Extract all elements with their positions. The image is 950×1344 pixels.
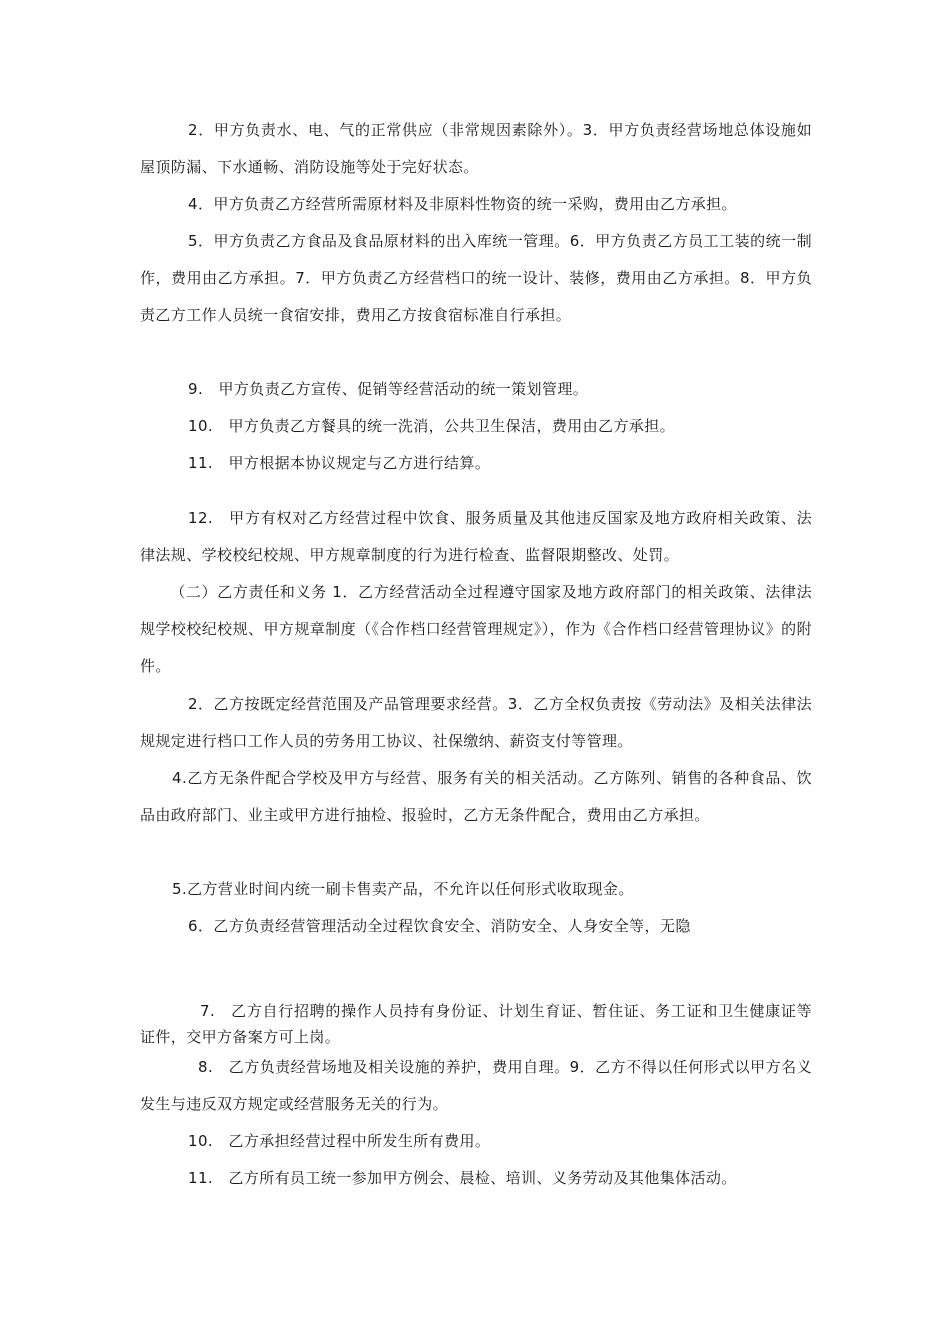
- paragraph-b5: 5.乙方营业时间内统一刷卡售卖产品，不允许以任何形式收取现金。: [172, 880, 634, 898]
- paragraph-b11: 11. 乙方所有员工统一参加甲方例会、晨检、培训、义务劳动及其他集体活动。: [188, 1169, 737, 1187]
- paragraph-a11: 11. 甲方根据本协议规定与乙方进行结算。: [188, 454, 491, 472]
- paragraph-b8: 8. 乙方负责经营场地及相关设施的养护，费用自理。9．乙方不得以任何形式以甲方名义发生与违反双方规定或经营服务无关的行为。: [140, 1058, 812, 1113]
- paragraph-b4: 4.乙方无条件配合学校及甲方与经营、服务有关的相关活动。乙方陈列、销售的各种食品、饮品由政府部门、业主或甲方进行抽检、报验时，乙方无条件配合，费用由乙方承担。: [140, 769, 812, 824]
- paragraph-a4: 4．甲方负责乙方经营所需原材料及非原料性物资的统一采购，费用由乙方承担。: [188, 195, 737, 213]
- paragraph-a5: 5．甲方负责乙方食品及食品原材料的出入库统一管理。6．甲方负责乙方员工工装的统一制作，费用由乙方承担。7．甲方负责乙方经营档口的统一设计、装修，费用由乙方承担。8．甲方负责乙方工作人员统一食宿安排，费用乙方按食宿标准自行承担。: [140, 232, 812, 324]
- paragraph-a12: 12. 甲方有权对乙方经营过程中饮食、服务质量及其他违反国家及地方政府相关政策、法律法规、学校校纪校规、甲方规章制度的行为进行检查、监督限期整改、处罚。: [140, 509, 812, 564]
- paragraph-a10: 10. 甲方负责乙方餐具的统一洗消，公共卫生保洁，费用由乙方承担。: [188, 417, 676, 435]
- paragraph-b-heading: （二）乙方责任和义务 1．乙方经营活动全过程遵守国家及地方政府部门的相关政策、法律法规学校校纪校规、甲方规章制度（《合作档口经营管理规定》），作为《合作档口经营管理协议》的附件。: [140, 583, 812, 675]
- paragraph-a2: 2．甲方负责水、电、气的正常供应（非常规因素除外）。3．甲方负责经营场地总体设施如屋顶防漏、下水通畅、消防设施等处于完好状态。: [140, 121, 812, 176]
- paragraph-b2: 2．乙方按既定经营范围及产品管理要求经营。3．乙方全权负责按《劳动法》及相关法律法规规定进行档口工作人员的劳务用工协议、社保缴纳、薪资支付等管理。: [140, 695, 812, 750]
- paragraph-b10: 10. 乙方承担经营过程中所发生所有费用。: [188, 1132, 491, 1150]
- paragraph-b7: 7. 乙方自行招聘的操作人员持有身份证、计划生育证、暂住证、务工证和卫生健康证等证件，交甲方备案方可上岗。: [140, 1002, 812, 1046]
- paragraph-b6: 6．乙方负责经营管理活动全过程饮食安全、消防安全、人身安全等，无隐: [188, 917, 691, 935]
- paragraph-a9: 9. 甲方负责乙方宣传、促销等经营活动的统一策划管理。: [188, 380, 589, 398]
